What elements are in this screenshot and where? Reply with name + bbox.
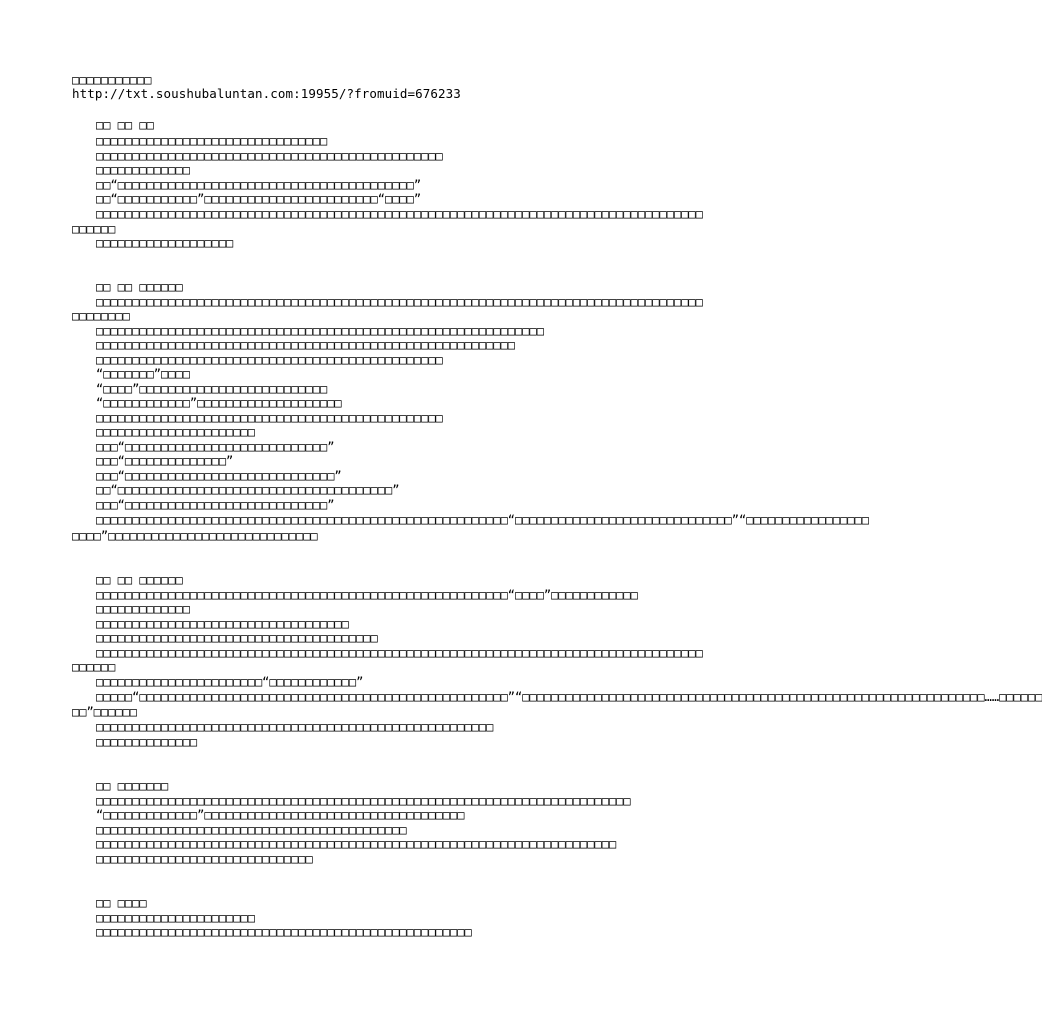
text-line: □□□□□□□□□□□□□□□□□□□□□□□□□□□□□□□□□□□□□□□□□□□□□□□□ — [96, 149, 443, 163]
text-line: □□□□□“□□□□□□□□□□□□□□□□□□□□□□□□□□□□□□□□□□□□□□□□□□□□□□□□□□□”“□□□□□□□□□□□□□□□□□□□□□□□□□□□□□□□□□□□□□□□□□□□□□□□□□□□□□□□□□□□□□□□□……□□□□□□ — [96, 690, 1042, 704]
text-line: □□□□□□□□□□□□□□□□□□□□□□□“□□□□□□□□□□□□” — [96, 675, 364, 689]
text-line: “□□□□”□□□□□□□□□□□□□□□□□□□□□□□□□□ — [96, 382, 328, 396]
text-line: “□□□□□□□□□□□□”□□□□□□□□□□□□□□□□□□□□ — [96, 396, 342, 410]
text-line: □□□□□□□□□□□□□□□□□□□□□□□□□□□□□□ — [96, 852, 313, 866]
text-line: □□□□□□□□□□□□□□□□□□□□□□ — [96, 911, 255, 925]
text-line: □□□□”□□□□□□□□□□□□□□□□□□□□□□□□□□□□□ — [72, 529, 318, 543]
text-line: □□□□□□□□□□□□□□□□□□□□□□□□□□□□□□□□□□□□□□□□□□□□□□□□□□□□ — [96, 925, 472, 939]
text-line: □□□“□□□□□□□□□□□□□□□□□□□□□□□□□□□□” — [96, 440, 335, 454]
text-line: □□□□□□□□□□□□□□□□□□□□□□□□□□□□□□□□□□□□□□□□□□□□□□□□□□□□□□□□□□□□□□□□□□□□□□□□□□□□□□□□□□□□ — [96, 295, 703, 309]
text-line: □□□□□□ — [72, 660, 116, 674]
text-line: □□□□□□□□□□□□□□□□□□□□□□□□□□□□□□□□□□□□□□□□□□□□□□□□ — [96, 411, 443, 425]
text-line: □□□□□□□□□□□□□□□□□□□□□□□□□□□□□□□□□□□□□□□□□□□□□□□□□□□□□□□□□□□□□□ — [96, 324, 544, 338]
source-url[interactable]: http://txt.soushubaluntan.com:19955/?fromuid=676233 — [72, 86, 461, 101]
text-line: □□□□□□□□□□□□□□□□□□□□□□□□□□□□□□□□□□□□□□□ — [96, 631, 378, 645]
text-line: □□□□□□□□□□□□□□□□□□□□□□□□□□□□□□□□□□□□□□□□□□□□□□□□□□□□□□□□□□□□□□□□□□□□□□□□□□□□□□□□□□□□ — [96, 646, 703, 660]
text-line: □□□□□□□□□□□□□□ — [96, 735, 198, 749]
text-line: “□□□□□□□”□□□□ — [96, 367, 190, 381]
text-line: □□□□□□□□□□□□□□□□□□□□□□□□□□□□□□□□□□□□□□□□□□□□□□□□□□□□□□□□□□□□□□□□□□□□□□□□ — [96, 837, 617, 851]
text-line: □□□□□□□□□□□□□□□□□□□□□□ — [96, 425, 255, 439]
section-heading: □□ □□□□□□□ — [96, 779, 169, 793]
text-line: □□□“□□□□□□□□□□□□□□” — [96, 454, 234, 468]
text-line: □□□□□□□□□□□□□□□□□□□□□□□□□□□□□□□□□□□□□□□□□□□□□□□□□□□□□□□ — [96, 720, 494, 734]
section-heading: □□ □□□□ — [96, 896, 147, 910]
text-line: □□□□□□□□□□□□□□□□□□□ — [96, 236, 234, 250]
text-line: “□□□□□□□□□□□□□”□□□□□□□□□□□□□□□□□□□□□□□□□□□□□□□□□□□□ — [96, 808, 465, 822]
text-line: □□□□□□□□□□□□□□□□□□□□□□□□□□□□□□□□□□□□□□□□□□□□□□□□ — [96, 353, 443, 367]
text-line: □□□□□□□□□□□□□□□□□□□□□□□□□□□□□□□□□□□□□□□□□□□□□□□□□□□□□□□□□□□□□□□□□□□□□□□□□□ — [96, 794, 631, 808]
text-line: □□□□□□□□□□□□□ — [96, 163, 190, 177]
text-line: □□□□□□□□□□□□□□□□□□□□□□□□□□□□□□□□□□□□□□□□□□□□□□□□□□□□□□□□□□ — [96, 338, 516, 352]
section-heading: □□ □□ □□□□□□ — [96, 280, 183, 294]
section-heading: □□ □□ □□ — [96, 118, 154, 132]
document-title: □□□□□□□□□□□ — [72, 73, 152, 87]
text-line: □□□“□□□□□□□□□□□□□□□□□□□□□□□□□□□□□” — [96, 469, 342, 483]
text-line: □□□□□□□□□□□□□□□□□□□□□□□□□□□□□□□□□□□□□□□□□□□□□□□□□□□□□□□□□“□□□□”□□□□□□□□□□□□ — [96, 588, 638, 602]
text-line: □□“□□□□□□□□□□□”□□□□□□□□□□□□□□□□□□□□□□□□“□□□□” — [96, 192, 422, 206]
text-line: □□□□□□□□□□□□□□□□□□□□□□□□□□□□□□□□□□□□□□□□□□□ — [96, 823, 407, 837]
text-line: □□□□□□□□□□□□□ — [96, 602, 190, 616]
text-line: □□□□□□□□□□□□□□□□□□□□□□□□□□□□□□□□□□□ — [96, 617, 349, 631]
text-line: □□“□□□□□□□□□□□□□□□□□□□□□□□□□□□□□□□□□□□□□□□□□” — [96, 178, 422, 192]
text-line: □□□“□□□□□□□□□□□□□□□□□□□□□□□□□□□□” — [96, 498, 335, 512]
text-line: □□□□□□□□□□□□□□□□□□□□□□□□□□□□□□□□ — [96, 134, 328, 148]
text-line: □□□□□□ — [72, 222, 116, 236]
text-line: □□”□□□□□□ — [72, 705, 138, 719]
text-line: □□“□□□□□□□□□□□□□□□□□□□□□□□□□□□□□□□□□□□□□□” — [96, 483, 400, 497]
text-line: □□□□□□□□□□□□□□□□□□□□□□□□□□□□□□□□□□□□□□□□□□□□□□□□□□□□□□□□□□□□□□□□□□□□□□□□□□□□□□□□□□□□ — [96, 207, 703, 221]
text-line: □□□□□□□□□□□□□□□□□□□□□□□□□□□□□□□□□□□□□□□□□□□□□□□□□□□□□□□□□“□□□□□□□□□□□□□□□□□□□□□□□□□□□□□□”“□□□□□□□□□□□□□□□□□ — [96, 513, 870, 527]
text-line: □□□□□□□□ — [72, 309, 130, 323]
section-heading: □□ □□ □□□□□□ — [96, 573, 183, 587]
